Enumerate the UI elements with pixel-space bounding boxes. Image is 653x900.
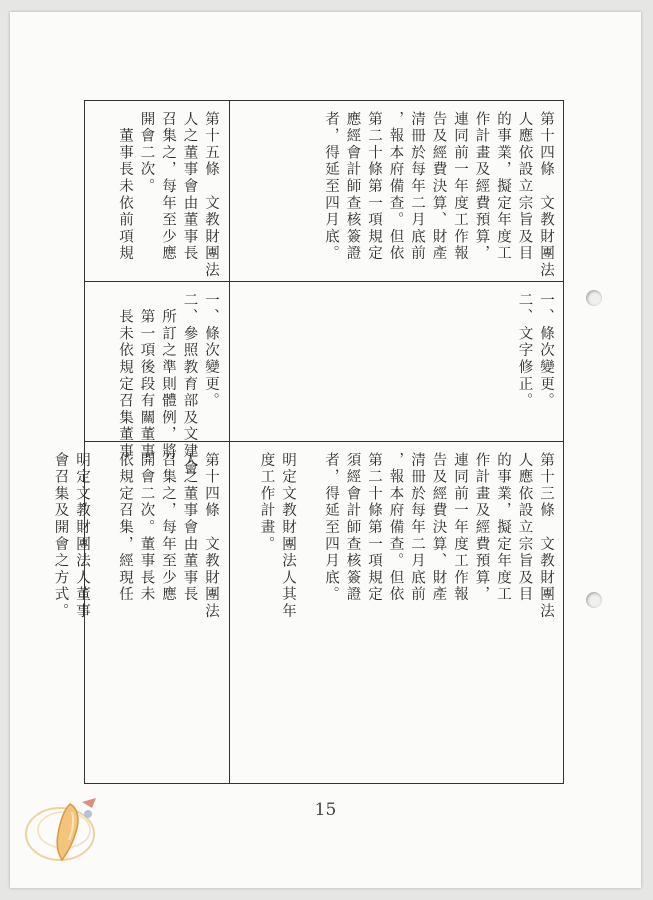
table-cell-row1-left (85, 101, 229, 281)
binder-hole (586, 592, 602, 608)
cell-text: 一、條次變更。 二、文字修正。 (516, 292, 554, 410)
cell-text: 第十四條 文教財團法 人應依設立宗旨及目 的事業，擬定年度工 作計畫及經費預算， 連同前一年度工作報 告及經費決算、財產 清冊於每年二月底前 ，報本府備查。但依 第二十條第一項規定 應經會計師查核簽證 者，得延至四月底。 (323, 111, 554, 279)
binder-hole (586, 290, 602, 306)
table-cell-row2-right (230, 282, 564, 441)
table-cell-row2-left (85, 282, 229, 477)
table-cell-row1-right (230, 101, 564, 281)
table-cell-row3-left (52, 442, 229, 785)
cell-text: 第十四條 文教財團法 人之董事會由董事長 召集之，每年至少應 開會二次。董事長未 依規定召集，經現任 明定文教財團法人董事 會召集及開會之方式。 (52, 452, 219, 620)
cell-text: 第十三條 文教財團法 人應依設立宗旨及目 的事業，擬定年度工 作計畫及經費預算， 連同前一年度工作報 告及經費決算、財產 清冊於每年二月底前 ，報本府備查。但依 第二十條第一項規定 須經會計師查核簽證 者，得延至四月底。 明定文教財團法人其年 度工作計畫。 (258, 452, 554, 620)
document-page (10, 12, 641, 888)
table-cell-row3-right (230, 442, 564, 785)
comparison-table (52, 100, 564, 784)
cell-text: 一、條次變更。 二、參照教育部及文建會 所訂之準則體例，將 第一項後段有關董事 長未依規定召集董事 (117, 292, 219, 477)
cell-text: 第十五條 文教財團法 人之董事會由董事長 召集之，每年至少應 開會二次。 董事長未依前項規 (117, 111, 219, 279)
page-number: 15 (314, 800, 337, 820)
taiwan-map-logo-icon (18, 790, 118, 870)
